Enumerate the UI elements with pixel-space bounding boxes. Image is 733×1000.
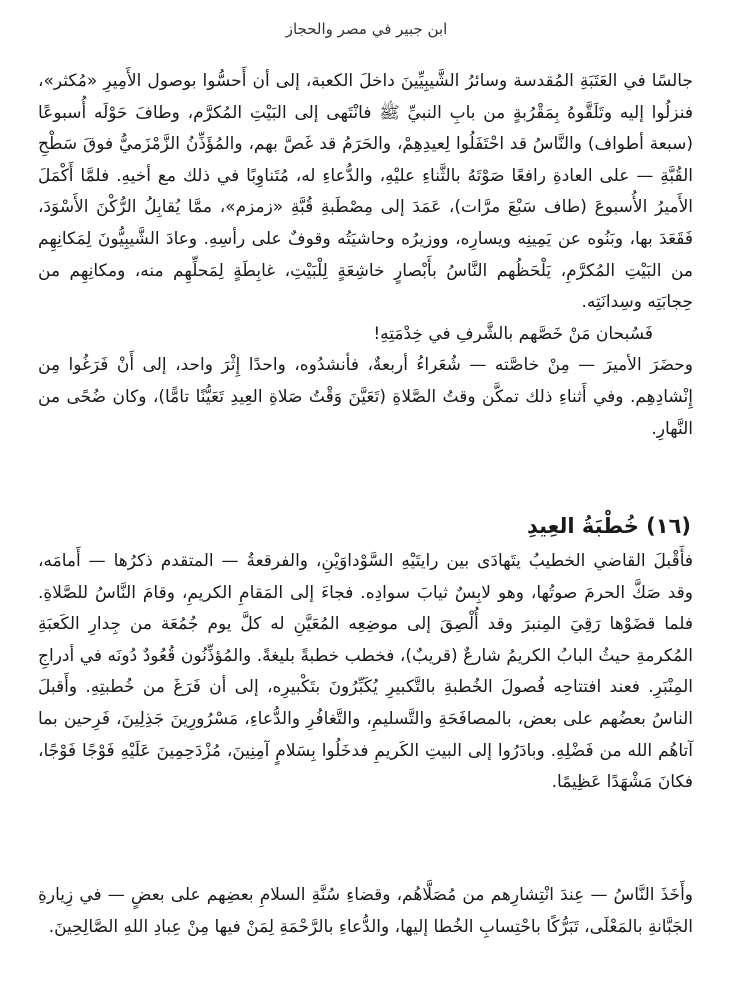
- running-title: ابن جبير في مصر والحجاز: [285, 20, 448, 38]
- paragraph: جالسًا في العَتَبَةِ المُقدسة وسائرُ الشَّيبِيِّينَ داخلَ الكعبة، إلى أن أَحسُّوا بوصول الأَمِيرِ «مُكثر»، فنزلُوا إليه وتَلَقَّوهُ بِمَقْرُبةٍ من بابِ النبيِّ ﷺ فانْتَهى إلى البَيْتِ المُكرَّم، وطافَ حَوْلَه أُسبوعًا (سبعة أطواف) والنَّاسُ قد احْتَفَلُوا لِعيدِهِمْ، والحَرَمُ قد غَصَّ بهم، والمُؤَذِّنُ الزَّمْزَميُّ فوقَ سَطْحِ القُبَّةِ — على العادةِ رافعًا صَوْتَهُ بالثَّناءِ عليْهِ، والدُّعاءِ له، مُتَناوِبًا في ذلك مع أخيهِ. فلمَّا أَكْمَلَ الأَميرُ الأُسبوعَ (طاف سَبْعَ مرَّات)، عَمَدَ إلى مِصْطَبةِ قُبَّةِ «زمزم»، ممَّا يُقابِلُ الرُّكْنَ الأَسْوَدَ، فَقَعَدَ بها، وبَنُوه عن يَمِينِه ويسارِه، ووزيرُه وحاشيَتُه وقوفٌ على رأسِهِ. وعادَ الشَّيبِيُّونَ لِمَكانِهِم من البَيْتِ المُكرَّمِ، يَلْحَظُهم النَّاسُ بأَبْصارٍ خاشِعَةٍ لِلْبَيْتِ، غابِطَةٍ لِمَحلِّهِم منه، ومكانِهِم من حِجابَتِه وسِدانَتِه.: [38, 71, 693, 313]
- closing-text-block: [38, 880, 693, 943]
- section-text-block: [38, 546, 693, 799]
- paragraph: فأَقْبلَ القاضي الخطيبُ يتَهادَى بين رايتَيْهِ السَّوْداوَيْنِ، والفرقعةُ — المتقدم ذكرُها — أَمامَه، وقد صَكَّ الحرمَ صوتُها، وهو لابِسٌ ثيابَ سوادِه. فجاءَ إلى المَقامِ الكريمِ، وقامَ النَّاسُ للصَّلاةِ. فلما قضَوْها رَقِيَ المِنبرَ وقد أُلْصِقَ إلى موضِعِه المُعَيَّنِ له كلَّ يوم جُمُعَة من جِدارِ الكَعبَةِ المُكرمةِ حيثُ البابُ الكريمُ شارعٌ (قريبٌ)، فخطب خطبةً بليغةً. والمُؤذِّنُون قُعُودٌ دُونَه في أدراجِ المِنْبَرِ. فعند افتتاحِه فُصولَ الخُطبةِ بالتَّكبيرِ يُكَبِّرُونَ بتَكْبيرِه، إلى أن فَرَغَ من خُطبتِهِ. وأَقبلَ الناسُ بعضُهم على بعض، بالمصافَحَةِ والتَّسليمِ، والتَّغافُرِ والدُّعاءِ، مَسْرُورِينَ جَذِلِينَ، فَرِحين بما آتاهُم الله من فَضْلِهِ. وبادَرُوا إلى البيتِ الكَريمِ فدخَلُوا بِسَلامٍ آمِنِينَ، مُزْدَحِمِينَ عَلَيْهِ فَوْجًا فَوْجًا، فكانَ مَشْهَدًا عَظِيمًا.: [38, 551, 693, 793]
- paragraph: وحضَرَ الأميرَ — مِنْ خاصَّته — شُعَراءُ أربعةٌ، فأنشدُوه، واحدًا إِثْرَ واحد، إلى أَنْ فَرَغُوا مِن إِنْشادِهِم. وفي أَثناءِ ذلك تمكَّن وقتُ الصَّلاةِ (تَعَيَّنَ وَقْتُ صَلاةِ العِيدِ تَعَيُّنًا تامًّا)، وكان ضُحًى من النَّهارِ.: [38, 355, 693, 439]
- paragraph: فَسُبحان مَنْ خَصَّهم بالشَّرفِ في خِدْمَتِهِ!: [373, 323, 653, 344]
- main-text-block: [38, 66, 693, 445]
- paragraph: وأَخَذَ النَّاسُ — عِندَ انْتِشارِهم من مُصَلَّاهُم، وقضاءِ سُنَّةِ السلامِ بعضِهم على بعضٍ — في زِيارةِ الجَبَّانةِ بالمَعْلَى، تَبَرُّكًا باحْتِسابِ الخُطا إليها، والدُّعاءِ بالرَّحْمَةِ لِمَنْ فيها مِنْ عِبادِ اللهِ الصَّالِحِينَ.: [38, 885, 693, 937]
- section-heading: (١٦) خُطْبَةُ العِيدِ: [526, 514, 691, 538]
